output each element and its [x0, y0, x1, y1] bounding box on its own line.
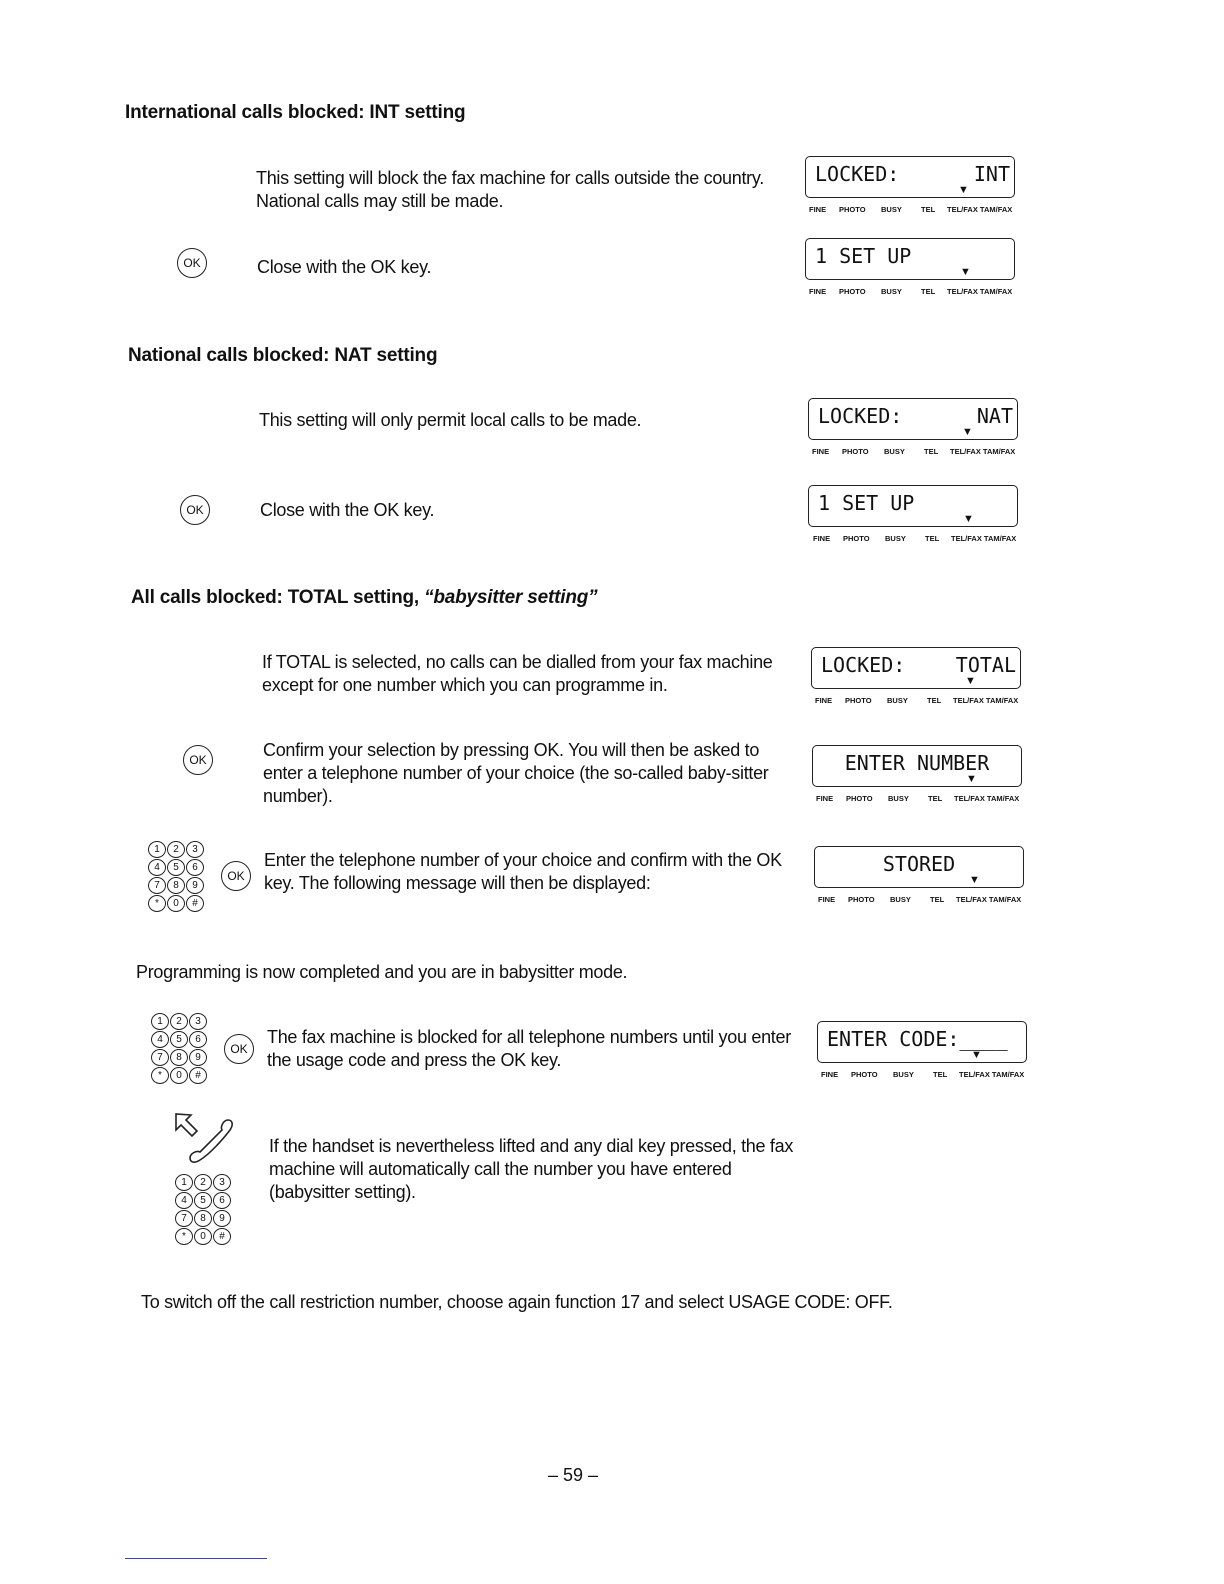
- nat-close-instruction: Close with the OK key.: [260, 500, 435, 520]
- lcd-text-left: LOCKED:: [815, 162, 900, 186]
- lcd-setup-2: [808, 485, 1018, 527]
- ok-key-icon: OK: [177, 248, 207, 278]
- down-arrow-icon: ▼: [966, 773, 977, 785]
- heading-nat: National calls blocked: NAT setting: [128, 345, 438, 366]
- handset-instruction: If the handset is nevertheless lifted and any dial key pressed, the fax machine will automatically call the number you have entered (babysitter setting).: [269, 1136, 794, 1202]
- confirm-selection-instruction: Confirm your selection by pressing OK. You will then be asked to enter a telephone number of your choice (the so-called baby-sitter number).: [263, 740, 769, 806]
- lcd-enter-number: [812, 745, 1022, 787]
- lcd-labels: FINE PHOTO BUSY TEL TEL/FAX TAM/FAX: [812, 447, 1016, 456]
- down-arrow-icon: ▼: [965, 675, 976, 687]
- down-arrow-icon: ▼: [962, 426, 973, 438]
- blocked-instruction: The fax machine is blocked for all telephone numbers until you enter the usage code and press the OK key.: [267, 1027, 791, 1070]
- ok-key-icon: OK: [224, 1034, 254, 1064]
- lcd-text-left: ENTER CODE:____: [827, 1027, 1008, 1051]
- lcd-labels: FINE PHOTO BUSY TEL TEL/FAX TAM/FAX: [821, 1070, 1025, 1079]
- page-number: – 59 –: [548, 1465, 599, 1485]
- lcd-locked-total: [811, 647, 1021, 689]
- down-arrow-icon: ▼: [971, 1049, 982, 1061]
- ok-key-icon: OK: [221, 861, 251, 891]
- footer-rule: [125, 1558, 267, 1559]
- enter-number-instruction: Enter the telephone number of your choice and confirm with the OK key. The following message will then be displayed:: [264, 850, 782, 893]
- lcd-text-right: NAT: [976, 404, 1013, 428]
- handset-lift-icon: [170, 1108, 240, 1170]
- lcd-labels: FINE PHOTO BUSY TEL TEL/FAX TAM/FAX: [813, 534, 1017, 543]
- lcd-text-left: LOCKED:: [818, 404, 903, 428]
- lcd-labels: FINE PHOTO BUSY TEL TEL/FAX TAM/FAX: [818, 895, 1022, 904]
- down-arrow-icon: ▼: [969, 874, 980, 886]
- lcd-text-right: INT: [973, 162, 1010, 186]
- keypad-icon: 1 2 3 4 5 6 7 8 9 * 0 #: [175, 1174, 241, 1246]
- total-description: If TOTAL is selected, no calls can be dialled from your fax machine except for one number which you can programme in.: [262, 652, 773, 695]
- int-close-instruction: Close with the OK key.: [257, 257, 432, 277]
- ok-key-icon: OK: [183, 745, 213, 775]
- programming-complete-text: Programming is now completed and you are in babysitter mode.: [136, 962, 628, 982]
- lcd-labels: FINE PHOTO BUSY TEL TEL/FAX TAM/FAX: [809, 205, 1013, 214]
- lcd-stored: [814, 846, 1024, 888]
- lcd-text-center: ENTER NUMBER: [844, 751, 990, 775]
- ok-key-icon: OK: [180, 495, 210, 525]
- heading-total: All calls blocked: TOTAL setting, “babysitter setting”: [131, 587, 598, 608]
- down-arrow-icon: ▼: [960, 266, 971, 278]
- down-arrow-icon: ▼: [958, 184, 969, 196]
- down-arrow-icon: ▼: [963, 513, 974, 525]
- lcd-labels: FINE PHOTO BUSY TEL TEL/FAX TAM/FAX: [809, 287, 1013, 296]
- int-description: This setting will block the fax machine for calls outside the country. National calls may still be made.: [256, 168, 764, 211]
- lcd-text-center: STORED: [882, 852, 956, 876]
- lcd-text-left: 1 SET UP: [815, 244, 912, 268]
- keypad-icon: 1 2 3 4 5 6 7 8 9 * 0 #: [148, 841, 214, 913]
- lcd-labels: FINE PHOTO BUSY TEL TEL/FAX TAM/FAX: [816, 794, 1020, 803]
- lcd-text-left: 1 SET UP: [818, 491, 915, 515]
- lcd-locked-int: [805, 156, 1015, 198]
- keypad-icon: 1 2 3 4 5 6 7 8 9 * 0 #: [151, 1013, 217, 1085]
- lcd-locked-nat: [808, 398, 1018, 440]
- lcd-setup-1: [805, 238, 1015, 280]
- nat-description: This setting will only permit local calls to be made.: [259, 410, 642, 430]
- lcd-labels: FINE PHOTO BUSY TEL TEL/FAX TAM/FAX: [815, 696, 1019, 705]
- footer-note: To switch off the call restriction number, choose again function 17 and select USAGE CODE: OFF.: [141, 1292, 893, 1312]
- heading-int: International calls blocked: INT setting: [125, 102, 466, 123]
- lcd-enter-code: [817, 1021, 1027, 1063]
- lcd-text-left: LOCKED:: [821, 653, 906, 677]
- lcd-text-right: TOTAL: [955, 653, 1016, 677]
